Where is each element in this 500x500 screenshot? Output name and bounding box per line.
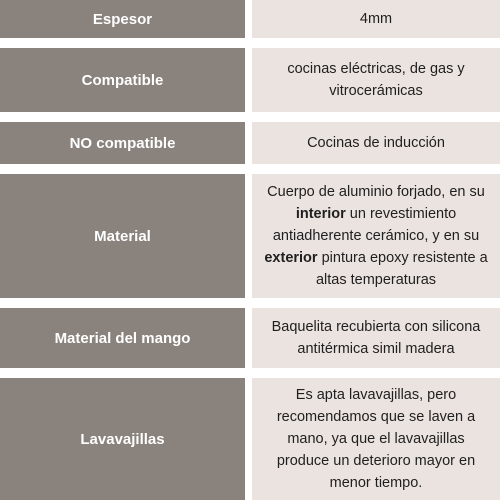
- row-label: Material: [0, 174, 245, 298]
- table-row-lavavajillas: [0, 378, 500, 500]
- value-text-emphasis: interior: [295, 206, 346, 222]
- value-text-part: Cuerpo de aluminio forjado, en su: [267, 184, 485, 200]
- value-text-part: pintura epoxy resistente a altas temperaturas: [315, 250, 488, 288]
- row-label: Compatible: [0, 48, 245, 112]
- row-value: [252, 122, 500, 164]
- row-value-text: Baquelita recubierta con silicona antitérmica simil madera: [271, 319, 481, 357]
- value-text-emphasis: exterior: [264, 250, 318, 266]
- table-row-espesor: [0, 0, 500, 38]
- table-row-no-compatible: [0, 122, 500, 164]
- table-row-material-mango: [0, 308, 500, 368]
- row-value-text: Es apta lavavajillas, pero recomendamos que se laven a mano, ya que el lavavajillas produce un deterioro mayor en menor tiempo.: [276, 387, 476, 491]
- row-value: [252, 308, 500, 368]
- row-label: NO compatible: [0, 122, 245, 164]
- table-row-material: [0, 174, 500, 298]
- row-value-text: Cocinas de inducción: [307, 135, 445, 151]
- row-value-text: [262, 181, 490, 291]
- row-label: Material del mango: [0, 308, 245, 368]
- row-value: [252, 0, 500, 38]
- row-value: [252, 48, 500, 112]
- row-value: [252, 174, 500, 298]
- row-value-text: cocinas eléctricas, de gas y vitrocerámicas: [287, 61, 465, 99]
- value-text-part: un revestimiento antiadherente cerámico, y en su: [272, 206, 480, 244]
- row-value-text: 4mm: [359, 11, 393, 27]
- row-label: Espesor: [0, 0, 245, 38]
- row-value: [252, 378, 500, 500]
- table-row-compatible: [0, 48, 500, 112]
- row-label: Lavavajillas: [0, 378, 245, 500]
